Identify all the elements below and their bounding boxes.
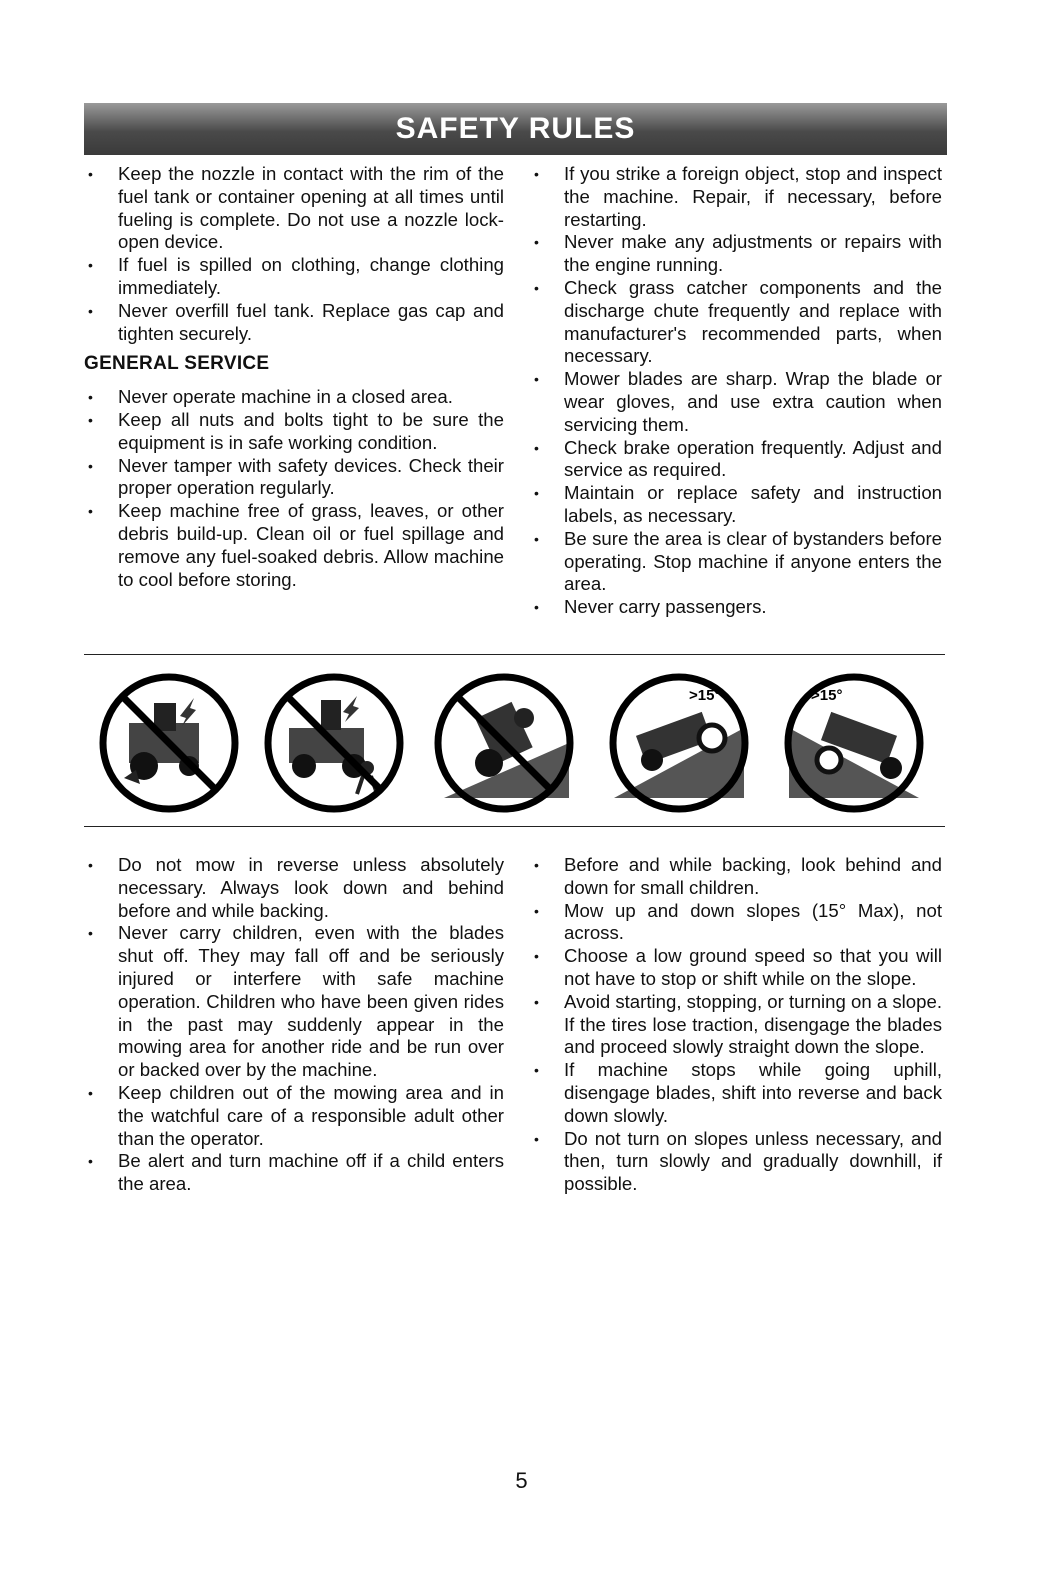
list-item: • Check brake operation frequently. Adjust and service as required. <box>530 437 942 483</box>
list-item: • Mower blades are sharp. Wrap the blade or wear gloves, and use extra caution when servicing them. <box>530 368 942 436</box>
list-item: • Avoid starting, stopping, or turning on a slope. If the tires lose traction, disengage the blades and proceed slowly straight down the slope. <box>530 991 942 1059</box>
list-item: • Never overfill fuel tank. Replace gas cap and tighten securely. <box>84 300 504 346</box>
list-item: • Mow up and down slopes (15° Max), not across. <box>530 900 942 946</box>
bottom-right-column <box>530 854 942 1196</box>
slope-max-15-uphill-icon <box>604 668 754 818</box>
divider <box>84 826 945 827</box>
list-item: • Keep the nozzle in contact with the rim of the fuel tank or container opening at all times until fueling is complete. Do not use a nozzle lock-open device. <box>84 163 504 254</box>
no-mowing-across-slope-icon <box>429 668 579 818</box>
safety-pictograms <box>84 660 945 820</box>
bottom-left-column <box>84 854 504 1196</box>
list-item: • Be sure the area is clear of bystanders before operating. Stop machine if anyone enters the area. <box>530 528 942 596</box>
page-number: 5 <box>515 1468 528 1493</box>
safety-rules-banner <box>84 103 947 155</box>
no-reverse-mowing-icon <box>94 668 244 818</box>
svg-text:>15°: >15° <box>811 687 843 704</box>
list-item: • Do not mow in reverse unless absolutely necessary. Always look down and behind before and while backing. <box>84 854 504 922</box>
no-children-mowing-icon <box>259 668 409 818</box>
list-item: • If you strike a foreign object, stop and inspect the machine. Repair, if necessary, before restarting. <box>530 163 942 231</box>
list-item: • If fuel is spilled on clothing, change clothing immediately. <box>84 254 504 300</box>
list-item: • Do not turn on slopes unless necessary, and then, turn slowly and gradually downhill, if possible. <box>530 1128 942 1196</box>
list-item: • Never carry passengers. <box>530 596 942 619</box>
list-item: • Keep all nuts and bolts tight to be sure the equipment is in safe working condition. <box>84 409 504 455</box>
list-item: • Keep machine free of grass, leaves, or other debris build-up. Clean oil or fuel spillage and remove any fuel-soaked debris. Allow machine to cool before storing. <box>84 500 504 591</box>
list-item: • Never carry children, even with the blades shut off. They may fall off and be seriously injured or interfere with safe machine operation. Children who have been given rides in the past may suddenly appear in the mowing area for another ride and be run over or backed over by the machine. <box>84 922 504 1082</box>
list-item: • Never make any adjustments or repairs with the engine running. <box>530 231 942 277</box>
section-heading-general-service: GENERAL SERVICE <box>84 353 270 375</box>
svg-text:>15°: >15° <box>689 687 721 704</box>
list-item: • Keep children out of the mowing area and in the watchful care of a responsible adult other than the operator. <box>84 1082 504 1150</box>
list-item: • Maintain or replace safety and instruction labels, as necessary. <box>530 482 942 528</box>
list-item: • Before and while backing, look behind and down for small children. <box>530 854 942 900</box>
list-item: • If machine stops while going uphill, disengage blades, shift into reverse and back down slowly. <box>530 1059 942 1127</box>
list-item: • Never operate machine in a closed area. <box>84 386 504 409</box>
banner-title: SAFETY RULES <box>395 112 636 145</box>
list-item: • Never tamper with safety devices. Check their proper operation regularly. <box>84 455 504 501</box>
top-right-column <box>530 163 942 619</box>
top-left-column <box>84 163 504 591</box>
slope-max-15-downhill-icon <box>779 668 929 818</box>
divider <box>84 654 945 655</box>
list-item: • Be alert and turn machine off if a child enters the area. <box>84 1150 504 1196</box>
list-item: • Check grass catcher components and the discharge chute frequently and replace with manufacturer's recommended parts, when necessary. <box>530 277 942 368</box>
list-item: • Choose a low ground speed so that you will not have to stop or shift while on the slope. <box>530 945 942 991</box>
